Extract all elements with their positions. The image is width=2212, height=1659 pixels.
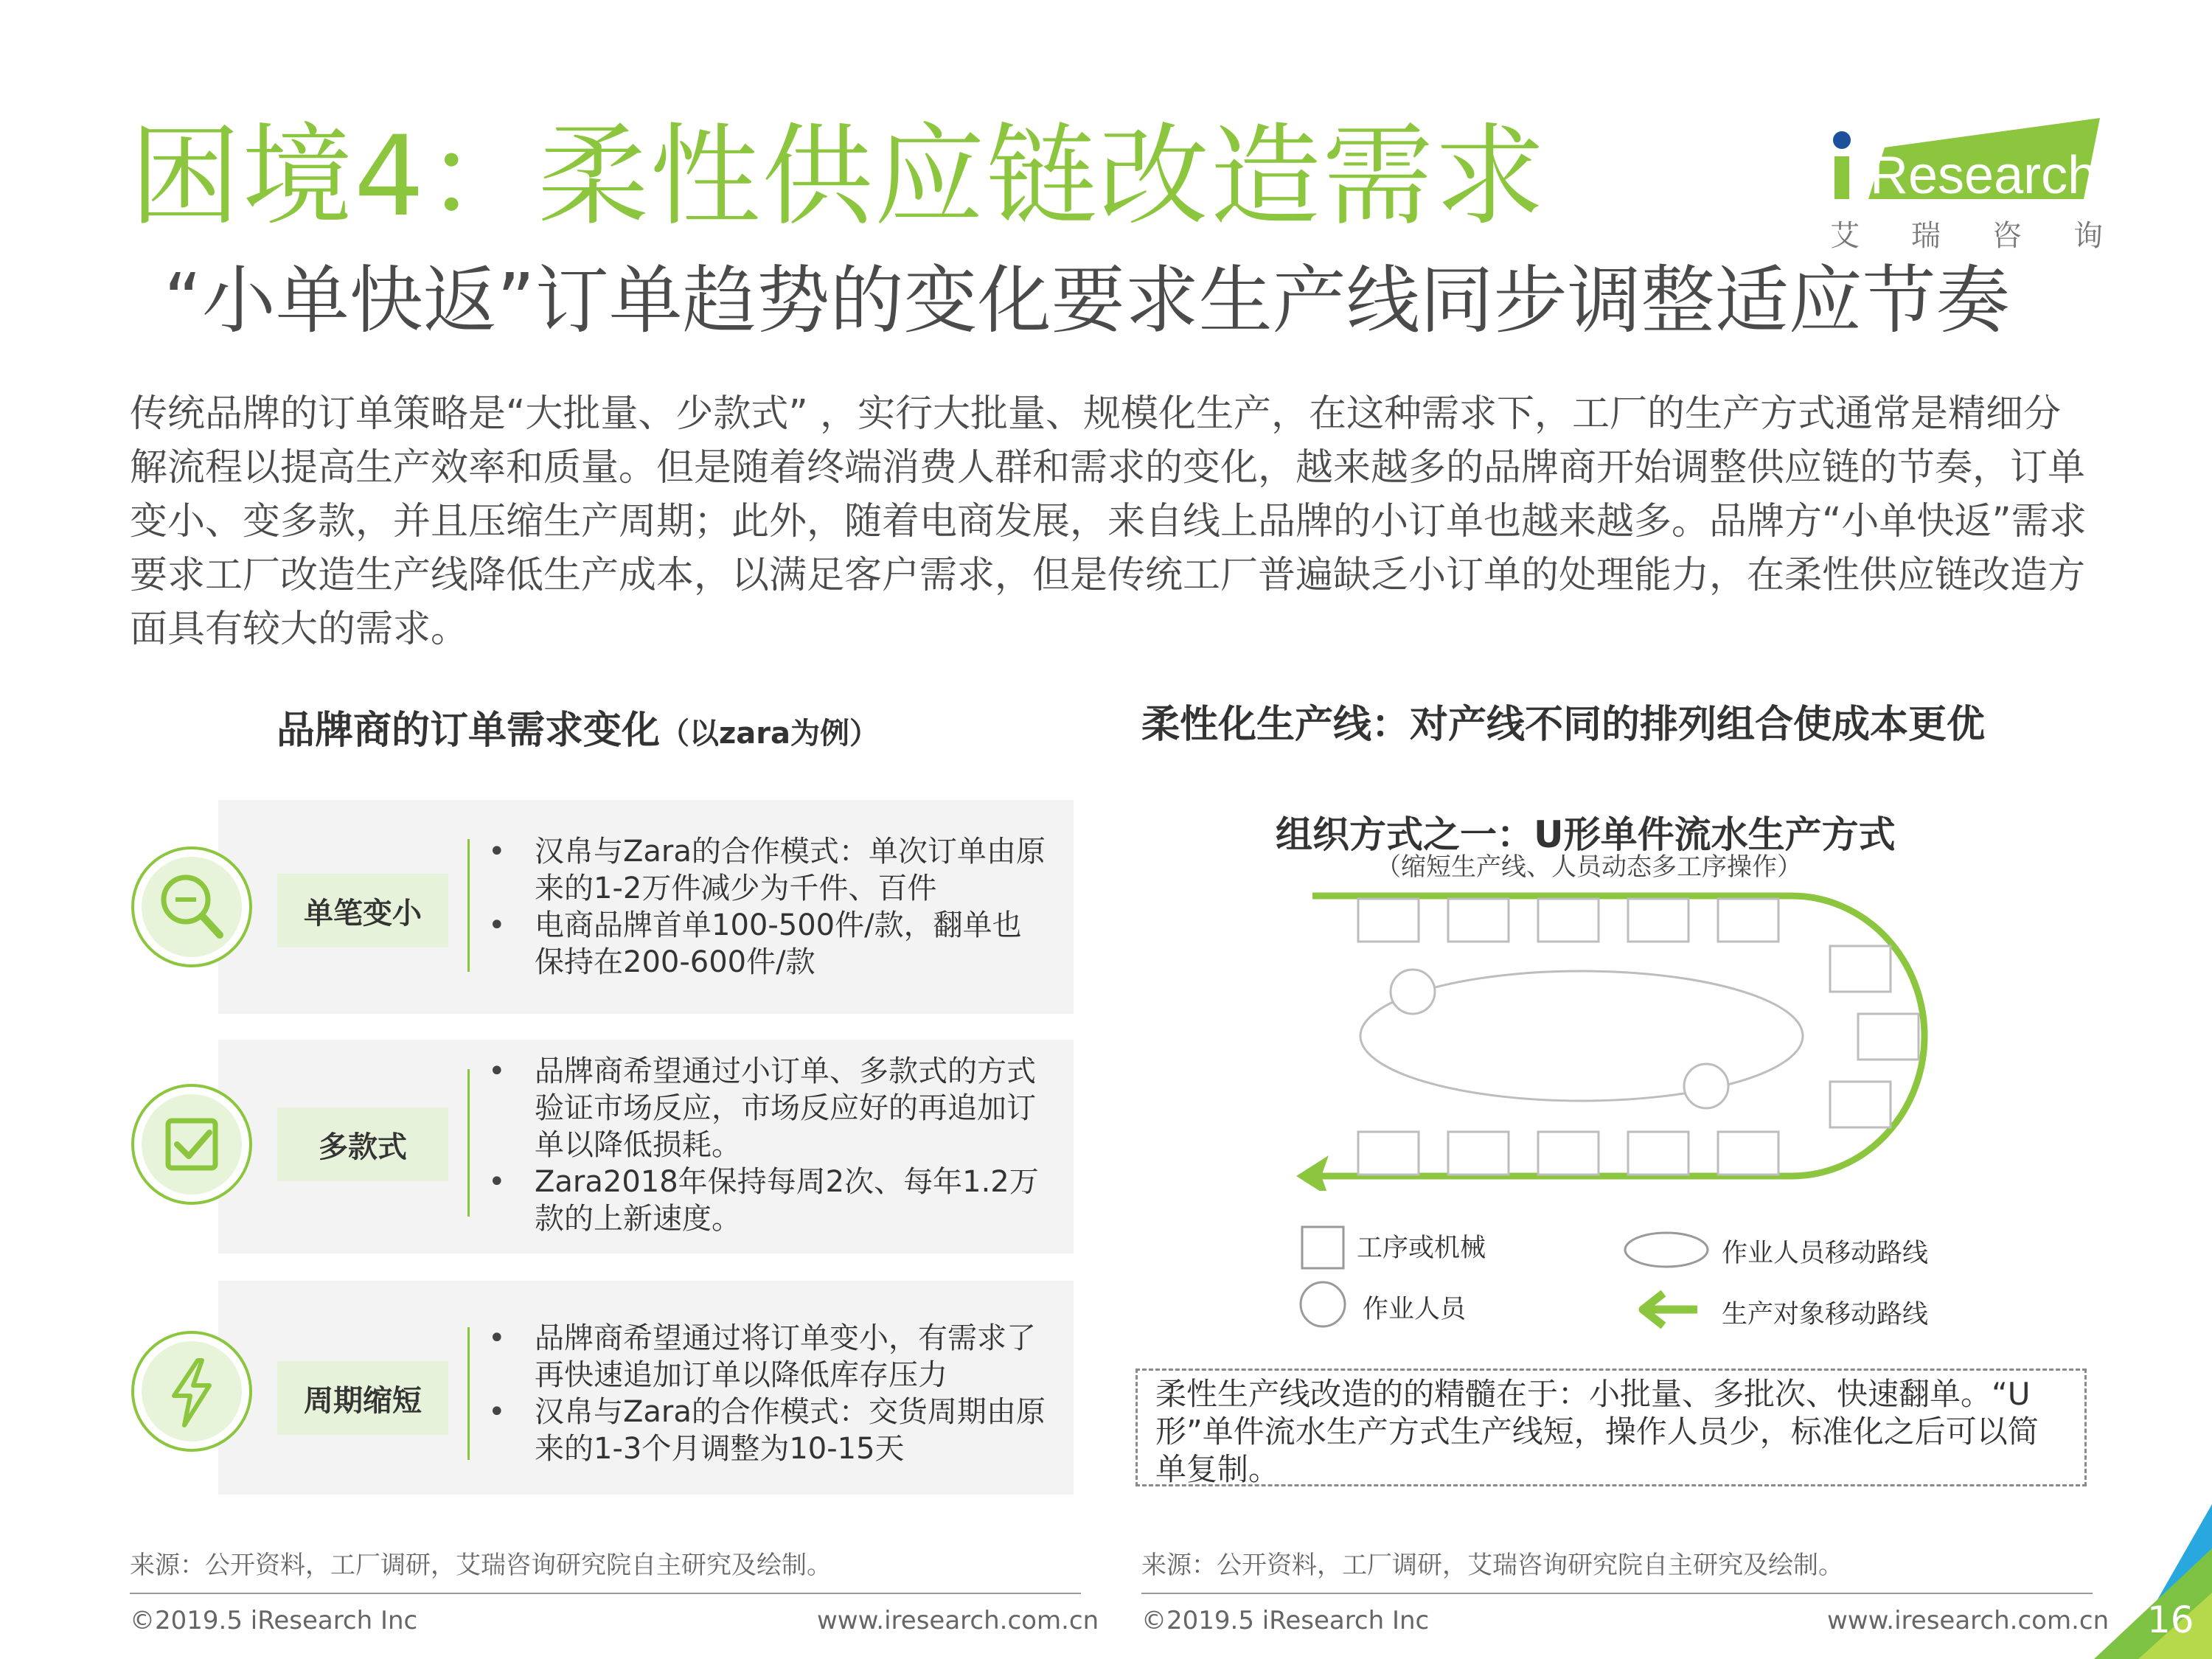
magnifier-minus-icon <box>134 849 249 964</box>
station-box <box>1448 899 1509 942</box>
legend-label: 生产对象移动路线 <box>1722 1300 1929 1329</box>
logo-char: 瑞 <box>1911 219 1941 253</box>
bullet-item: • 电商品牌首单100-500件/款，翻单也保持在200-600件/款 <box>487 907 1047 981</box>
legend-label: 作业人员移动路线 <box>1722 1239 1929 1268</box>
legend-arrow-icon <box>1634 1287 1700 1332</box>
right-source: 来源：公开资料，工厂调研，艾瑞咨询研究院自主研究及绘制。 <box>1141 1551 1843 1580</box>
logo-brand-text: iResearch <box>1858 146 2098 205</box>
station-box <box>1858 1014 1919 1060</box>
logo-chinese-name <box>1830 212 2103 254</box>
page-subtitle: “小单快返”订单趋势的变化要求生产线同步调整适应节奏 <box>164 257 2010 344</box>
bullet-item: • 汉帛与Zara的合作模式：交货周期由原来的1-3个月调整为10-15天 <box>487 1394 1047 1467</box>
card-1-bullets <box>487 833 1047 981</box>
worker-circle <box>1391 970 1435 1014</box>
station-box <box>1830 1082 1891 1127</box>
u-shape-line-diagram <box>1283 881 1947 1191</box>
worker-circle <box>1684 1064 1728 1108</box>
station-box <box>1628 1132 1688 1175</box>
card-2-bullets <box>487 1053 1047 1237</box>
card-3-label: 周期缩短 <box>277 1361 448 1435</box>
station-box <box>1538 899 1599 942</box>
logo-char: 询 <box>2073 219 2103 253</box>
footer-copyright-left: ©2019.5 iResearch Inc <box>130 1606 418 1635</box>
station-box <box>1358 1132 1419 1175</box>
footer-url-left[interactable]: www.iresearch.com.cn <box>817 1606 1099 1635</box>
card-1-divider <box>467 839 470 972</box>
legend-label: 作业人员 <box>1363 1295 1467 1324</box>
footer-divider-right <box>1141 1593 2093 1594</box>
station-box <box>1718 1132 1778 1175</box>
bullet-item: • 汉帛与Zara的合作模式：单次订单由原来的1-2万件减少为千件、百件 <box>487 833 1047 907</box>
summary-note-box: 柔性生产线改造的的精髓在于：小批量、多批次、快速翻单。“U形”单件流水生产方式生产线短，操作人员少，标准化之后可以简单复制。 <box>1135 1368 2087 1486</box>
card-3-divider <box>467 1327 470 1460</box>
card-2-label: 多款式 <box>277 1107 448 1181</box>
diagram-subtitle: （缩短生产线、人员动态多工序操作） <box>1376 852 1802 882</box>
card-2-icon-circle <box>131 1084 252 1205</box>
card-3-bullets <box>487 1320 1047 1467</box>
station-box <box>1358 899 1419 942</box>
logo-char: 艾 <box>1830 219 1860 253</box>
station-box <box>1538 1132 1599 1175</box>
station-box <box>1718 899 1778 942</box>
lightning-icon <box>134 1334 249 1449</box>
bullet-item: • Zara2018年保持每周2次、每年1.2万款的上新速度。 <box>487 1164 1047 1237</box>
left-title-main: 品牌商的订单需求变化 <box>276 709 661 753</box>
page-title: 困境4：柔性供应链改造需求 <box>130 113 1547 241</box>
page-number: 16 <box>2147 1599 2194 1641</box>
left-source: 来源：公开资料，工厂调研，艾瑞咨询研究院自主研究及绘制。 <box>130 1551 832 1580</box>
bullet-item: • 品牌商希望通过将订单变小，有需求了再快速追加订单以降低库存压力 <box>487 1320 1047 1394</box>
iresearch-logo <box>1833 118 2100 221</box>
logo-graphic <box>1833 118 2100 221</box>
station-box <box>1448 1132 1509 1175</box>
left-section-title <box>276 699 879 754</box>
legend-circle-icon <box>1298 1279 1348 1329</box>
legend-square-icon <box>1299 1224 1346 1271</box>
checkbox-icon <box>134 1087 249 1202</box>
footer-divider-left <box>130 1593 1081 1594</box>
legend-ellipse-icon <box>1622 1230 1711 1270</box>
legend-label: 工序或机械 <box>1357 1234 1486 1263</box>
diagram-title: 组织方式之一：U形单件流水生产方式 <box>1276 813 1896 856</box>
logo-char: 咨 <box>1992 219 2022 253</box>
footer-copyright-right: ©2019.5 iResearch Inc <box>1141 1606 1430 1635</box>
station-box <box>1628 899 1688 942</box>
left-title-note: （以zara为例） <box>660 717 880 751</box>
footer-url-right[interactable]: www.iresearch.com.cn <box>1827 1606 2110 1635</box>
card-2-divider <box>467 1069 470 1217</box>
right-section-title: 柔性化生产线：对产线不同的排列组合使成本更优 <box>1141 703 1986 747</box>
station-box <box>1830 946 1891 992</box>
bullet-item: • 品牌商希望通过小订单、多款式的方式验证市场反应，市场反应好的再追加订单以降低损耗。 <box>487 1053 1047 1164</box>
card-1-icon-circle <box>131 846 252 967</box>
card-3-icon-circle <box>131 1331 252 1452</box>
card-1-label: 单笔变小 <box>277 874 448 947</box>
intro-paragraph: 传统品牌的订单策略是“大批量、少款式” ，实行大批量、规模化生产，在这种需求下，工厂的生产方式通常是精细分解流程以提高生产效率和质量。但是随着终端消费人群和需求的变化，越来越多的品牌商开始调整供应链的节奏，订单变小、变多款，并且压缩生产周期；此外，随着电商发展，来自线上品牌的小订单也越来越多。品牌方“小单快返”需求要求工厂改造生产线降低生产成本，以满足客户需求，但是传统工厂普遍缺乏小订单的处理能力，在柔性供应链改造方面具有较大的需求。 <box>130 392 2087 651</box>
